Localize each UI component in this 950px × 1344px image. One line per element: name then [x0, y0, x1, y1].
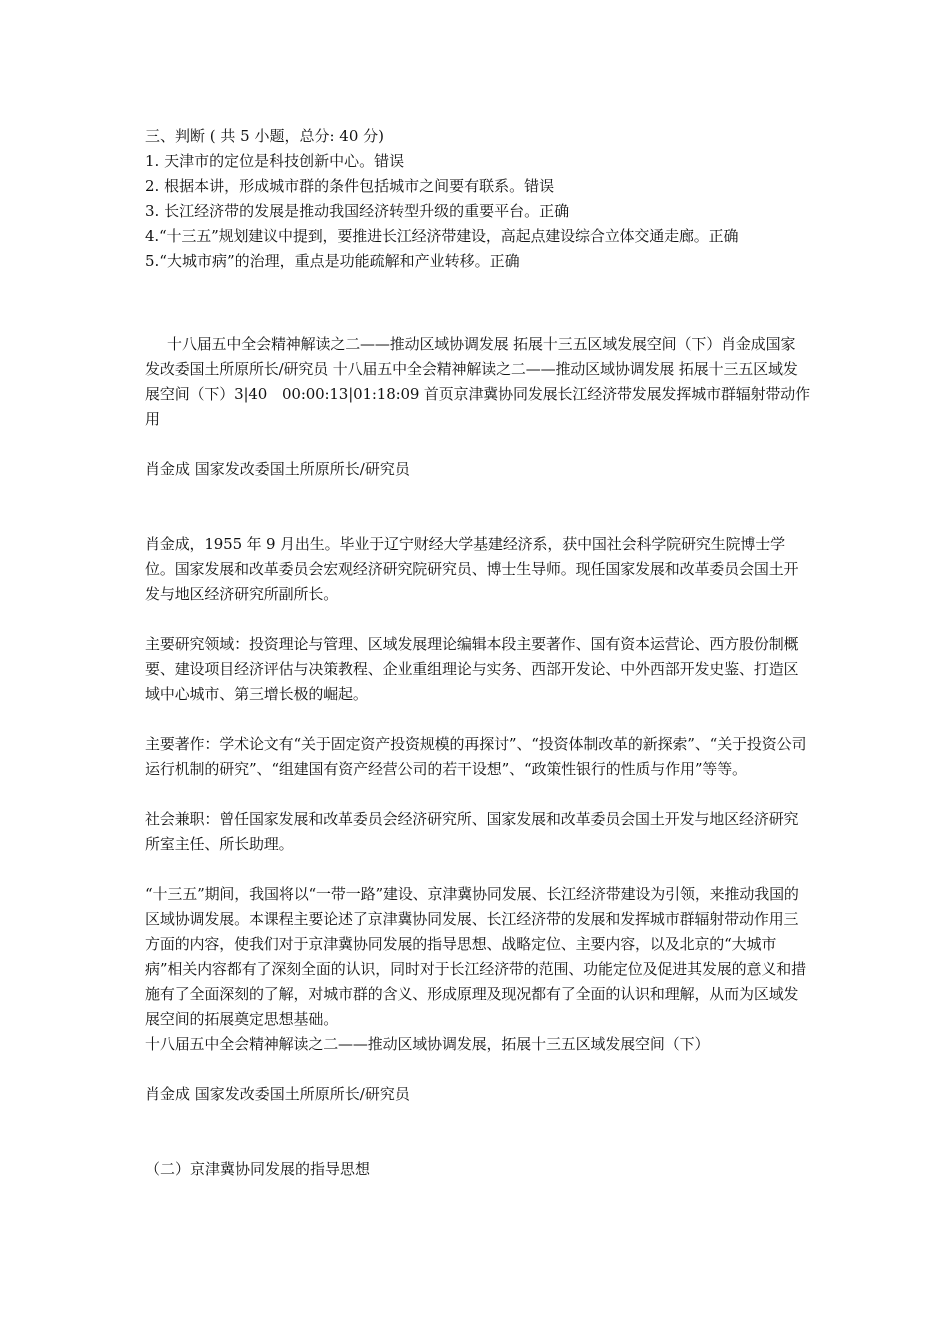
judgment-item-2: 2. 根据本讲，形成城市群的条件包括城市之间要有联系。错误 — [145, 177, 555, 195]
course-summary: “十三五”期间，我国将以“一带一路”建设、京津冀协同发展、长江经济带建设为引领，来推动我国的区域协调发展。本课程主要论述了京津冀协同发展、长江经济带的发展和发挥城市群辐射带动作用三方面的内容，使我们对于京津冀协同发展的指导思想、战略定位、主要内容，以及北京的“大城市病”相关内容都有了深刻全面的认识，同时对于长江经济带的范围、功能定位及促进其发展的意义和措施有了全面深刻的了解，对城市群的含义、形成原理及现况都有了全面的认识和理解，从而为区域发展空间的拓展奠定思想基础。 — [145, 885, 806, 1028]
spacer — [145, 432, 810, 457]
research-fields: 主要研究领域：投资理论与管理、区域发展理论编辑本段主要著作、国有资本运营论、西方股份制概要、建设项目经济评估与决策教程、企业重组理论与实务、西部开发论、中外西部开发史鉴、打造区域中心城市、第三增长极的崛起。 — [145, 635, 799, 703]
spacer — [145, 707, 810, 732]
social-positions: 社会兼职：曾任国家发展和改革委员会经济研究所、国家发展和改革委员会国土开发与地区经济研究所室主任、所长助理。 — [145, 810, 799, 853]
spacer — [145, 1107, 810, 1157]
spacer — [145, 857, 810, 882]
judgment-item-3: 3. 长江经济带的发展是推动我国经济转型升级的重要平台。正确 — [145, 202, 570, 220]
spacer — [145, 1057, 810, 1082]
spacer — [145, 482, 810, 532]
section-heading: 三、判断 ( 共 5 小题，总分: 40 分) — [145, 127, 384, 145]
spacer — [145, 607, 810, 632]
major-works: 主要著作：学术论文有“关于固定资产投资规模的再探讨”、“投资体制改革的新探索”、“关于投资公司运行机制的研究”、“组建国有资产经营公司的若干设想”、“政策性银行的性质与作用”等等。 — [145, 735, 807, 778]
author-bio: 肖金成，1955 年 9 月出生。毕业于辽宁财经大学基建经济系，获中国社会科学院研究生院博士学位。国家发展和改革委员会宏观经济研究院研究员、博士生导师。现任国家发展和改革委员会国土开发与地区经济研究所副所长。 — [145, 535, 799, 603]
judgment-item-1: 1. 天津市的定位是科技创新中心。错误 — [145, 152, 405, 170]
course-header: 十八届五中全会精神解读之二——推动区域协调发展 拓展十三五区域发展空间（下）肖金成国家发改委国土所原所长/研究员 十八届五中全会精神解读之二——推动区域协调发展 拓展十三五区域发展空间（下）3|40 00:00:13|01:18:09 首页京津冀协同发展长江经济带发展发挥城市群辐射带动作用 — [145, 335, 810, 428]
judgment-item-5: 5.“大城市病”的治理，重点是功能疏解和产业转移。正确 — [145, 252, 520, 270]
judgment-item-4: 4.“十三五”规划建议中提到，要推进长江经济带建设，高起点建设综合立体交通走廊。正确 — [145, 227, 739, 245]
spacer — [145, 274, 810, 332]
author-line: 肖金成 国家发改委国土所原所长/研究员 — [145, 460, 410, 478]
spacer — [145, 782, 810, 807]
course-title: 十八届五中全会精神解读之二——推动区域协调发展，拓展十三五区域发展空间（下） — [145, 1035, 710, 1053]
author-line-2: 肖金成 国家发改委国土所原所长/研究员 — [145, 1085, 410, 1103]
judgment-section — [145, 124, 810, 274]
subsection-heading: （二）京津冀协同发展的指导思想 — [145, 1160, 371, 1178]
document-page — [145, 124, 810, 1182]
